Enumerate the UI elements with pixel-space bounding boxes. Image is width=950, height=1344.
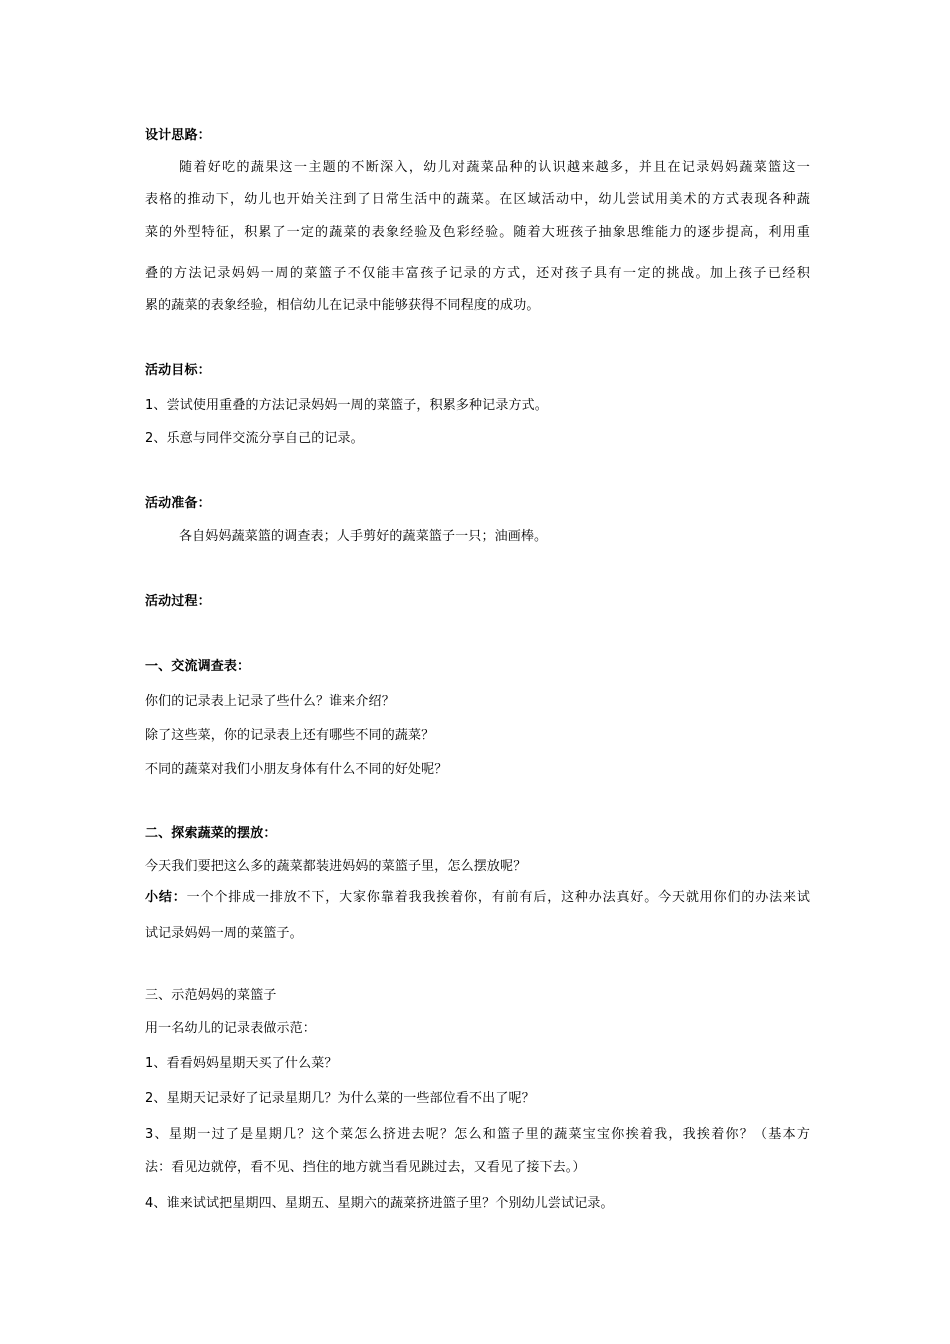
step1-question: 不同的蔬菜对我们小朋友身体有什么不同的好处呢？ bbox=[145, 762, 448, 777]
design-paragraph-line: 随着好吃的蔬果这一主题的不断深入，幼儿对蔬菜品种的认识越来越多，并且在记录妈妈蔬菜篮这一 bbox=[179, 160, 810, 175]
prep-text: 各自妈妈蔬菜篮的调查表；人手剪好的蔬菜篮子一只；油画棒。 bbox=[179, 529, 548, 544]
prep-heading: 活动准备： bbox=[145, 496, 211, 511]
step3-item: 2、星期天记录好了记录星期几？为什么菜的一些部位看不出了呢？ bbox=[145, 1091, 535, 1106]
design-paragraph-line: 表格的推动下，幼儿也开始关注到了日常生活中的蔬菜。在区域活动中，幼儿尝试用美术的方式表现各种蔬 bbox=[145, 192, 810, 207]
step3-item: 4、谁来试试把星期四、星期五、星期六的蔬菜挤进篮子里？个别幼儿尝试记录。 bbox=[145, 1196, 614, 1211]
summary-label: 小结： bbox=[145, 890, 187, 905]
goal-item: 2、乐意与同伴交流分享自己的记录。 bbox=[145, 431, 364, 446]
step3-item-continued: 法：看见边就停，看不见、挡住的地方就当看见跳过去，又看见了接下去。） bbox=[145, 1160, 586, 1175]
summary-text: 一个个排成一排放不下，大家你靠着我我挨着你，有前有后，这种办法真好。今天就用你们的办法来试 bbox=[186, 890, 810, 905]
step1-heading: 一、交流调查表： bbox=[145, 659, 251, 674]
goals-heading: 活动目标： bbox=[145, 363, 211, 378]
step2-summary-continued: 试记录妈妈一周的菜篮子。 bbox=[145, 926, 303, 941]
design-paragraph-line: 累的蔬菜的表象经验，相信幼儿在记录中能够获得不同程度的成功。 bbox=[145, 298, 540, 313]
document-page bbox=[145, 0, 810, 1344]
step1-question: 除了这些菜，你的记录表上还有哪些不同的蔬菜？ bbox=[145, 728, 435, 743]
step3-item: 1、看看妈妈星期天买了什么菜？ bbox=[145, 1056, 338, 1071]
step2-question: 今天我们要把这么多的蔬菜都装进妈妈的菜篮子里，怎么摆放呢？ bbox=[145, 859, 527, 874]
step2-heading: 二、探索蔬菜的摆放： bbox=[145, 826, 277, 841]
process-heading: 活动过程： bbox=[145, 594, 211, 609]
goal-item: 1、尝试使用重叠的方法记录妈妈一周的菜篮子，积累多种记录方式。 bbox=[145, 398, 548, 413]
step3-intro: 用一名幼儿的记录表做示范： bbox=[145, 1021, 316, 1036]
design-heading: 设计思路： bbox=[145, 128, 211, 143]
step3-heading: 三、示范妈妈的菜篮子 bbox=[145, 988, 277, 1003]
step2-summary-line bbox=[145, 889, 810, 907]
step1-question: 你们的记录表上记录了些什么？谁来介绍？ bbox=[145, 694, 395, 709]
step3-item: 3、星期一过了是星期几？这个菜怎么挤进去呢？怎么和篮子里的蔬菜宝宝你挨着我，我挨着你？（基本方 bbox=[145, 1127, 810, 1142]
design-paragraph-line: 叠的方法记录妈妈一周的菜篮子不仅能丰富孩子记录的方式，还对孩子具有一定的挑战。加上孩子已经积 bbox=[145, 266, 810, 281]
design-paragraph-line: 菜的外型特征，积累了一定的蔬菜的表象经验及色彩经验。随着大班孩子抽象思维能力的逐步提高，利用重 bbox=[145, 225, 810, 240]
